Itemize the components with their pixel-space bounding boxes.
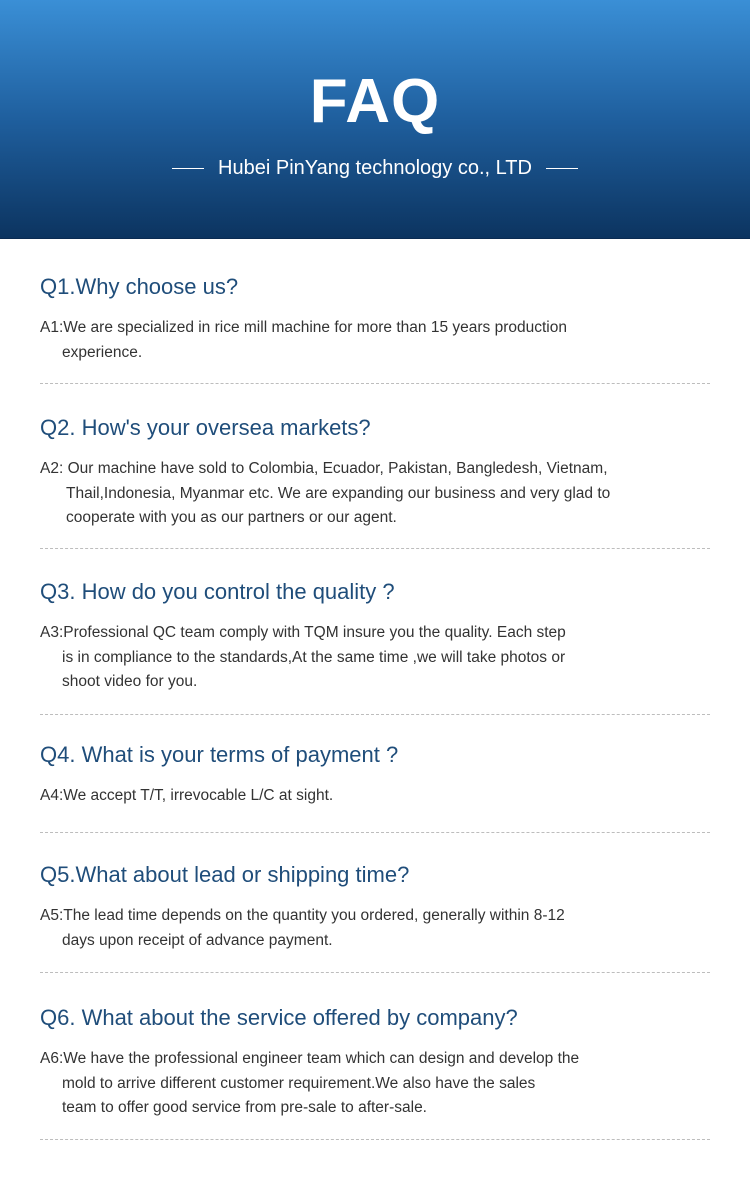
- answer-4-line-1: A4:We accept T/T, irrevocable L/C at sight.: [40, 787, 334, 804]
- faq-banner: [0, 0, 750, 239]
- question-5: Q5.What about lead or shipping time?: [40, 862, 410, 887]
- divider: [40, 714, 710, 715]
- answer-3: [40, 621, 710, 695]
- divider: [40, 1139, 710, 1140]
- divider: [40, 972, 710, 973]
- answer-2: [40, 457, 710, 531]
- question-2: Q2. How's your oversea markets?: [40, 415, 371, 440]
- answer-2-line-3: cooperate with you as our partners or our agent.: [66, 509, 397, 526]
- answer-4: [40, 784, 710, 809]
- answer-1: [40, 316, 710, 365]
- question-4: Q4. What is your terms of payment ?: [40, 742, 399, 767]
- answer-3-line-3: shoot video for you.: [62, 673, 198, 690]
- faq-item-1: [40, 272, 710, 365]
- question-6: Q6. What about the service offered by company?: [40, 1005, 518, 1030]
- company-subtitle: [0, 154, 750, 182]
- page-title: FAQ: [309, 67, 441, 136]
- right-rule: [546, 168, 578, 169]
- answer-1-line-2: experience.: [62, 343, 143, 361]
- answer-5: [40, 904, 710, 953]
- left-rule: [172, 168, 204, 169]
- divider: [40, 383, 710, 384]
- answer-2-line-2: Thail,Indonesia, Myanmar etc. We are expanding our business and very glad to: [66, 484, 611, 502]
- divider: [40, 548, 710, 549]
- answer-6-line-1: A6:We have the professional engineer team which can design and develop the: [40, 1050, 580, 1067]
- faq-item-4: [40, 740, 710, 809]
- answer-2-line-1: A2: Our machine have sold to Colombia, Ecuador, Pakistan, Bangledesh, Vietnam,: [40, 460, 608, 477]
- divider: [40, 832, 710, 833]
- answer-6-line-2: mold to arrive different customer requirement.We also have the sales: [62, 1074, 536, 1092]
- faq-item-3: [40, 577, 710, 695]
- faq-item-5: [40, 860, 710, 953]
- faq-item-2: [40, 413, 710, 531]
- question-1: Q1.Why choose us?: [40, 274, 239, 299]
- answer-6: [40, 1047, 710, 1121]
- answer-5-line-1: A5:The lead time depends on the quantity you ordered, generally within 8-12: [40, 907, 565, 924]
- answer-5-line-2: days upon receipt of advance payment.: [62, 931, 333, 949]
- answer-3-line-1: A3:Professional QC team comply with TQM insure you the quality. Each step: [40, 624, 566, 641]
- answer-1-line-1: A1:We are specialized in rice mill machine for more than 15 years production: [40, 319, 567, 336]
- faq-item-6: [40, 1003, 710, 1121]
- company-name: Hubei PinYang technology co., LTD: [218, 157, 532, 179]
- question-3: Q3. How do you control the quality ?: [40, 579, 395, 604]
- answer-3-line-2: is in compliance to the standards,At the same time ,we will take photos or: [62, 648, 566, 666]
- answer-6-line-3: team to offer good service from pre-sale to after-sale.: [62, 1099, 427, 1116]
